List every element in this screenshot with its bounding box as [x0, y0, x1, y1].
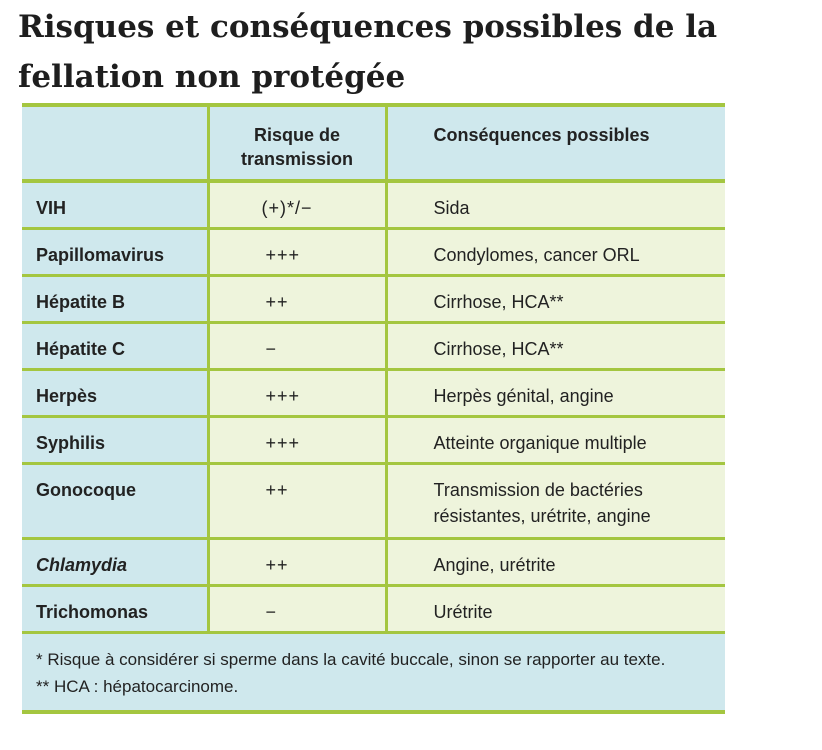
- table-row: [22, 322, 725, 369]
- row-name: Herpès: [22, 369, 208, 416]
- table-row: [22, 228, 725, 275]
- table-row: [22, 538, 725, 585]
- row-consequence: Condylomes, cancer ORL: [386, 228, 725, 275]
- table-row: [22, 275, 725, 322]
- table-row: [22, 416, 725, 463]
- row-risk: −: [208, 322, 386, 369]
- row-name: Chlamydia: [22, 538, 208, 585]
- row-risk: ++: [208, 275, 386, 322]
- row-consequence: Sida: [386, 181, 725, 228]
- table-row: [22, 463, 725, 538]
- row-consequence: Cirrhose, HCA**: [386, 322, 725, 369]
- row-name: Hépatite C: [22, 322, 208, 369]
- row-risk: ++: [208, 538, 386, 585]
- row-risk: +++: [208, 369, 386, 416]
- footnote: ** HCA : hépatocarcinome.: [36, 676, 239, 696]
- header-empty: [22, 105, 208, 181]
- row-name: Trichomonas: [22, 585, 208, 632]
- table-row: [22, 585, 725, 632]
- row-risk: ++: [208, 463, 386, 538]
- risk-table: [22, 103, 725, 634]
- row-risk: +++: [208, 416, 386, 463]
- footnote: * Risque à considérer si sperme dans la cavité buccale, sinon se rapporter au texte.: [36, 649, 666, 669]
- row-consequence: Urétrite: [386, 585, 725, 632]
- header-consequences: Conséquences possibles: [386, 105, 725, 181]
- row-consequence: Cirrhose, HCA**: [386, 275, 725, 322]
- table-row: [22, 181, 725, 228]
- row-consequence: Transmission de bactéries résistantes, urétrite, angine: [386, 463, 725, 538]
- row-consequence: Herpès génital, angine: [386, 369, 725, 416]
- row-risk: −: [208, 585, 386, 632]
- row-consequence: Atteinte organique multiple: [386, 416, 725, 463]
- row-name: Syphilis: [22, 416, 208, 463]
- table-footnotes: [22, 634, 725, 714]
- risk-table-container: [22, 103, 725, 714]
- row-name: Papillomavirus: [22, 228, 208, 275]
- header-risk: Risque de transmission: [208, 105, 386, 181]
- row-consequence: Angine, urétrite: [386, 538, 725, 585]
- table-header-row: [22, 105, 725, 181]
- table-row: [22, 369, 725, 416]
- row-name: Gonocoque: [22, 463, 208, 538]
- row-name: Hépatite B: [22, 275, 208, 322]
- page-title: Risques et conséquences possibles de la fellation non protégée: [18, 9, 718, 95]
- row-risk: +++: [208, 228, 386, 275]
- row-name: VIH: [22, 181, 208, 228]
- row-risk: (+)*/−: [208, 181, 386, 228]
